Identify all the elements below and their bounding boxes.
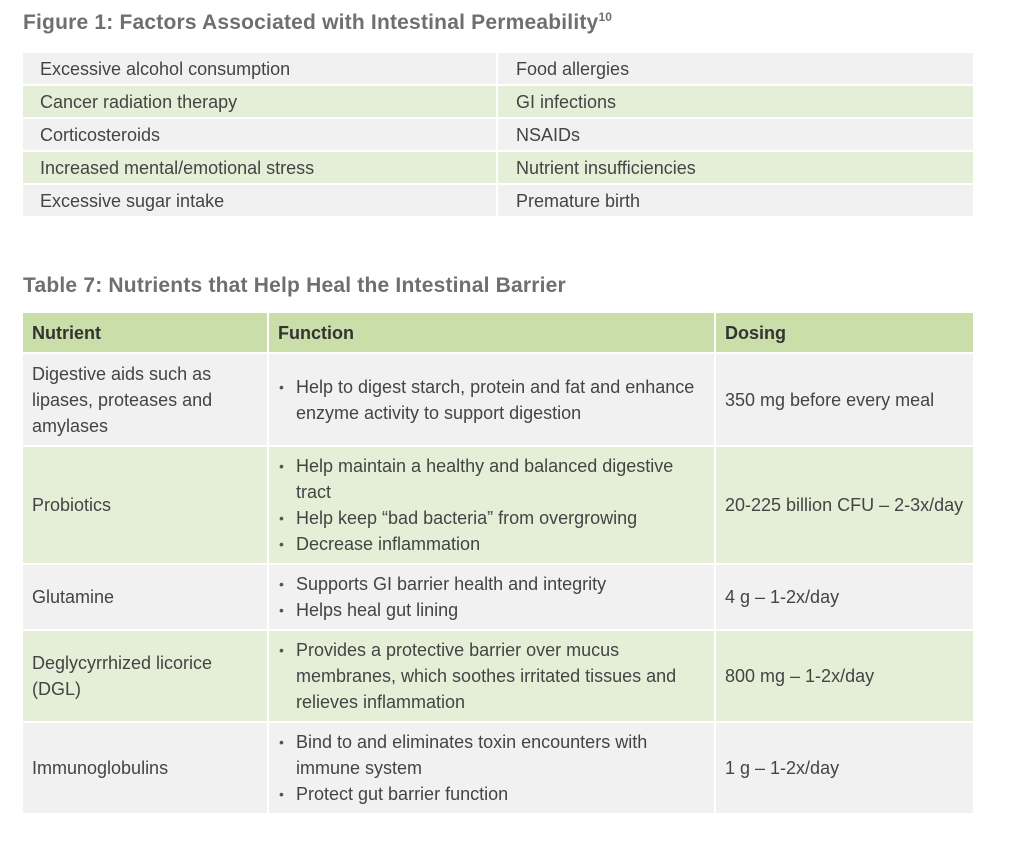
nutrient-cell: Digestive aids such as lipases, proteases and amylases <box>23 354 267 445</box>
nutrient-cell: Deglycyrrhized licorice (DGL) <box>23 631 267 721</box>
factor-cell: NSAIDs <box>498 119 973 150</box>
factor-cell: Excessive sugar intake <box>23 185 496 216</box>
function-item: • Protect gut barrier function <box>278 781 706 807</box>
factors-row <box>23 119 973 150</box>
factor-cell: Food allergies <box>498 53 973 84</box>
factor-cell: Corticosteroids <box>23 119 496 150</box>
function-list <box>278 453 706 557</box>
function-item: • Supports GI barrier health and integrity <box>278 571 706 597</box>
header-dosing: Dosing <box>716 313 973 352</box>
dosing-cell: 800 mg – 1-2x/day <box>716 631 973 721</box>
function-item: • Provides a protective barrier over mucus membranes, which soothes irritated tissues and relieves inflammation <box>278 637 706 715</box>
factor-cell: Cancer radiation therapy <box>23 86 496 117</box>
factors-table <box>23 53 973 218</box>
function-cell <box>269 723 714 813</box>
factor-cell: Premature birth <box>498 185 973 216</box>
table-row <box>23 447 973 563</box>
function-item: • Bind to and eliminates toxin encounters with immune system <box>278 729 706 781</box>
figure-title-text: Figure 1: Factors Associated with Intestinal Permeability <box>23 11 599 34</box>
dosing-cell: 350 mg before every meal <box>716 354 973 445</box>
table-title: Table 7: Nutrients that Help Heal the Intestinal Barrier <box>23 274 566 297</box>
function-list <box>278 637 706 715</box>
table-row <box>23 631 973 721</box>
function-item: • Help maintain a healthy and balanced digestive tract <box>278 453 706 505</box>
function-item: • Help keep “bad bacteria” from overgrowing <box>278 505 706 531</box>
function-cell <box>269 447 714 563</box>
figure-title <box>23 10 612 35</box>
header-function: Function <box>269 313 714 352</box>
table-row <box>23 723 973 813</box>
factor-cell: Nutrient insufficiencies <box>498 152 973 183</box>
dosing-cell: 20-225 billion CFU – 2-3x/day <box>716 447 973 563</box>
function-cell <box>269 565 714 629</box>
function-item: • Decrease inflammation <box>278 531 706 557</box>
factors-row <box>23 185 973 216</box>
nutrient-cell: Immunoglobulins <box>23 723 267 813</box>
table-row <box>23 354 973 445</box>
header-nutrient: Nutrient <box>23 313 267 352</box>
figure-title-reference: 10 <box>598 10 613 24</box>
function-cell <box>269 631 714 721</box>
nutrients-table <box>23 313 973 815</box>
nutrient-cell: Probiotics <box>23 447 267 563</box>
table-header-row <box>23 313 973 352</box>
function-list <box>278 571 706 623</box>
dosing-cell: 4 g – 1-2x/day <box>716 565 973 629</box>
function-item: • Helps heal gut lining <box>278 597 706 623</box>
factor-cell: GI infections <box>498 86 973 117</box>
nutrient-cell: Glutamine <box>23 565 267 629</box>
function-list <box>278 729 706 807</box>
function-item: • Help to digest starch, protein and fat and enhance enzyme activity to support digestion <box>278 374 706 426</box>
table-row <box>23 565 973 629</box>
factors-row <box>23 152 973 183</box>
factor-cell: Excessive alcohol consumption <box>23 53 496 84</box>
function-list <box>278 374 706 426</box>
factors-row <box>23 86 973 117</box>
dosing-cell: 1 g – 1-2x/day <box>716 723 973 813</box>
factor-cell: Increased mental/emotional stress <box>23 152 496 183</box>
function-cell <box>269 354 714 445</box>
factors-row <box>23 53 973 84</box>
